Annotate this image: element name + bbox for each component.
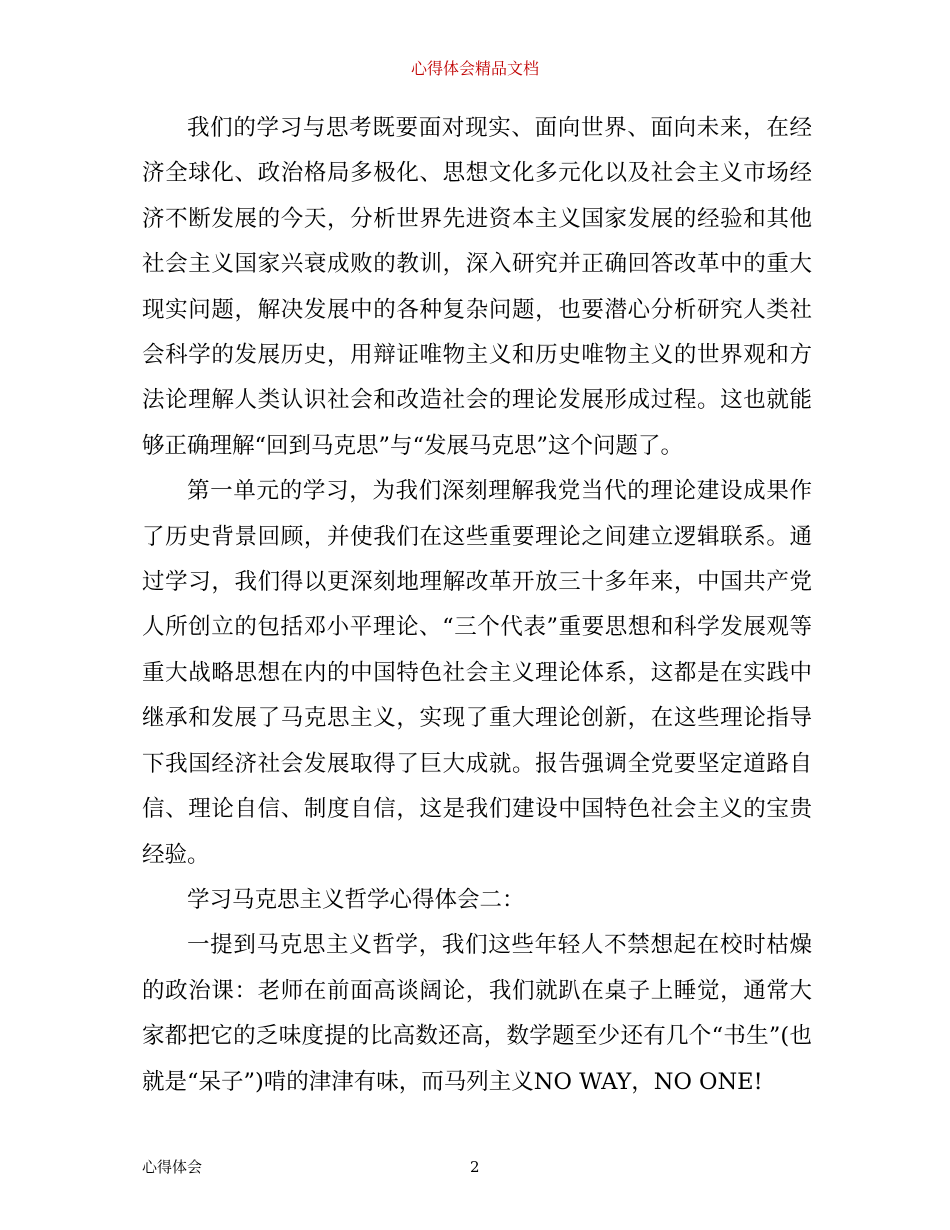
document-body [142,106,812,1105]
page-header-title: 心得体会精品文档 [410,59,539,78]
paragraph-reality-thinking: 我们的学习与思考既要面对现实、面向世界、面向未来，在经济全球化、政治格局多极化、思想文化多元化以及社会主义市场经济不断发展的今天，分析世界先进资本主义国家发展的经验和其他社会主义国家兴衰成败的教训，深入研究并正确回答改革中的重大现实问题，解决发展中的各种复杂问题，也要潜心分析研究人类社会科学的发展历史，用辩证唯物主义和历史唯物主义的世界观和方法论理解人类认识社会和改造社会的理论发展形成过程。这也就能够正确理解“回到马克思”与“发展马克思”这个问题了。 [142,115,812,459]
paragraph-philosophy-class: 一提到马克思主义哲学，我们这些年轻人不禁想起在校时枯燥的政治课：老师在前面高谈阔论，我们就趴在桌子上睡觉，通常大家都把它的乏味度提的比高数还高，数学题至少还有几个“书生”(也就是“呆子”)啃的津津有味，而马列主义NO WAY，NO ONE! [142,932,812,1095]
section-heading-part-two: 学习马克思主义哲学心得体会二： [187,886,525,913]
paragraph-unit-one: 第一单元的学习，为我们深刻理解我党当代的理论建设成果作了历史背景回顾，并使我们在这些重要理论之间建立逻辑联系。通过学习，我们得以更深刻地理解改革开放三十多年来，中国共产党人所创立的包括邓小平理论、“三个代表”重要思想和科学发展观等重大战略思想在内的中国特色社会主义理论体系，这都是在实践中继承和发展了马克思主义，实现了重大理论创新，在这些理论指导下我国经济社会发展取得了巨大成就。报告强调全党要坚定道路自信、理论自信、制度自信，这是我们建设中国特色社会主义的宝贵经验。 [142,478,812,868]
page-number: 2 [470,1158,480,1176]
page-footer-label: 心得体会 [142,1158,203,1176]
